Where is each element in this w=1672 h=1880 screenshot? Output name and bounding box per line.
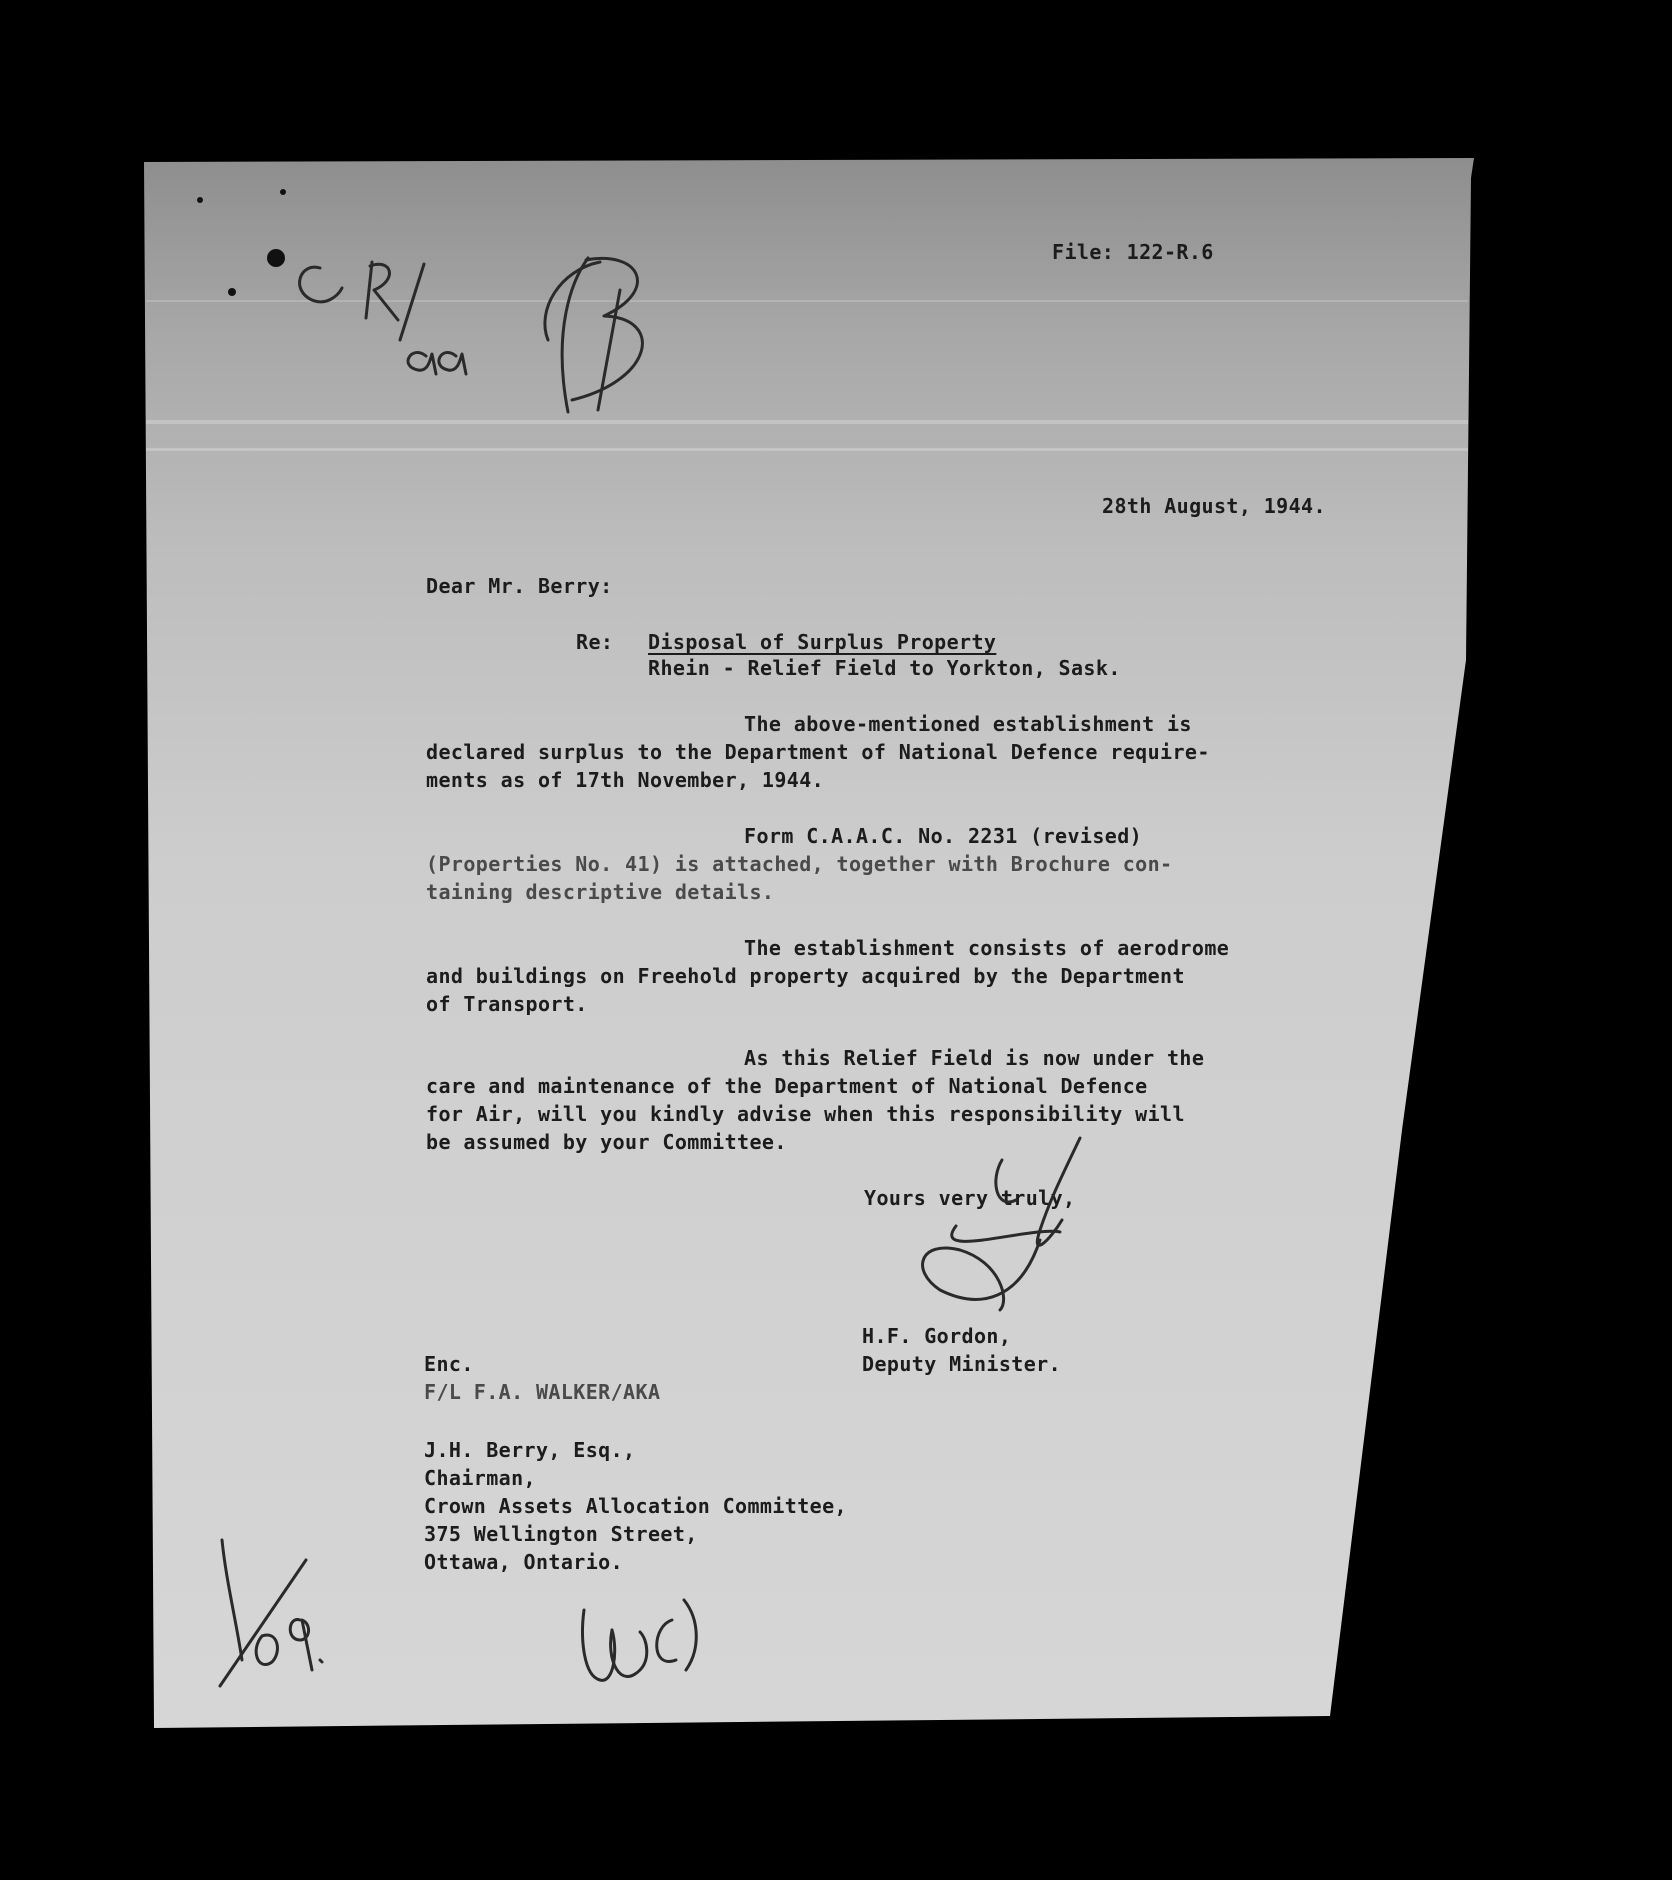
- subject-line: Disposal of Surplus Property: [648, 630, 997, 654]
- typist-initials: F/L F.A. WALKER/AKA: [424, 1380, 661, 1404]
- addressee-line-2: Chairman,: [424, 1466, 536, 1490]
- paragraph-2-line-2: (Properties No. 41) is attached, together with Brochure con-: [426, 852, 1173, 876]
- re-label: Re:: [576, 630, 614, 654]
- paragraph-1-line-2: declared surplus to the Department of National Defence require-: [426, 740, 1210, 764]
- addressee-line-5: Ottawa, Ontario.: [424, 1550, 624, 1574]
- paragraph-4-line-3: for Air, will you kindly advise when this responsibility will: [426, 1102, 1185, 1126]
- closing: Yours very truly,: [864, 1186, 1076, 1210]
- signatory-title: Deputy Minister.: [862, 1352, 1062, 1376]
- paragraph-3-line-2: and buildings on Freehold property acquired by the Department: [426, 964, 1185, 988]
- paragraph-4-line-1: As this Relief Field is now under the: [744, 1046, 1205, 1070]
- paragraph-3-line-3: of Transport.: [426, 992, 588, 1016]
- paragraph-3-line-1: The establishment consists of aerodrome: [744, 936, 1230, 960]
- paragraph-4-line-4: be assumed by your Committee.: [426, 1130, 787, 1154]
- paragraph-2-line-1: Form C.A.A.C. No. 2231 (revised): [744, 824, 1143, 848]
- letter-date: 28th August, 1944.: [1102, 494, 1326, 518]
- signatory-name: H.F. Gordon,: [862, 1324, 1012, 1348]
- addressee-line-4: 375 Wellington Street,: [424, 1522, 698, 1546]
- paragraph-1-line-3: ments as of 17th November, 1944.: [426, 768, 825, 792]
- paragraph-4-line-2: care and maintenance of the Department of National Defence: [426, 1074, 1148, 1098]
- addressee-line-3: Crown Assets Allocation Committee,: [424, 1494, 847, 1518]
- file-reference: File: 122-R.6: [1052, 240, 1214, 264]
- addressee-line-1: J.H. Berry, Esq.,: [424, 1438, 636, 1462]
- paragraph-2-line-3: taining descriptive details.: [426, 880, 775, 904]
- subject-detail: Rhein - Relief Field to Yorkton, Sask.: [648, 656, 1121, 680]
- salutation: Dear Mr. Berry:: [426, 574, 613, 598]
- paragraph-1-line-1: The above-mentioned establishment is: [744, 712, 1192, 736]
- enclosure-note: Enc.: [424, 1352, 474, 1376]
